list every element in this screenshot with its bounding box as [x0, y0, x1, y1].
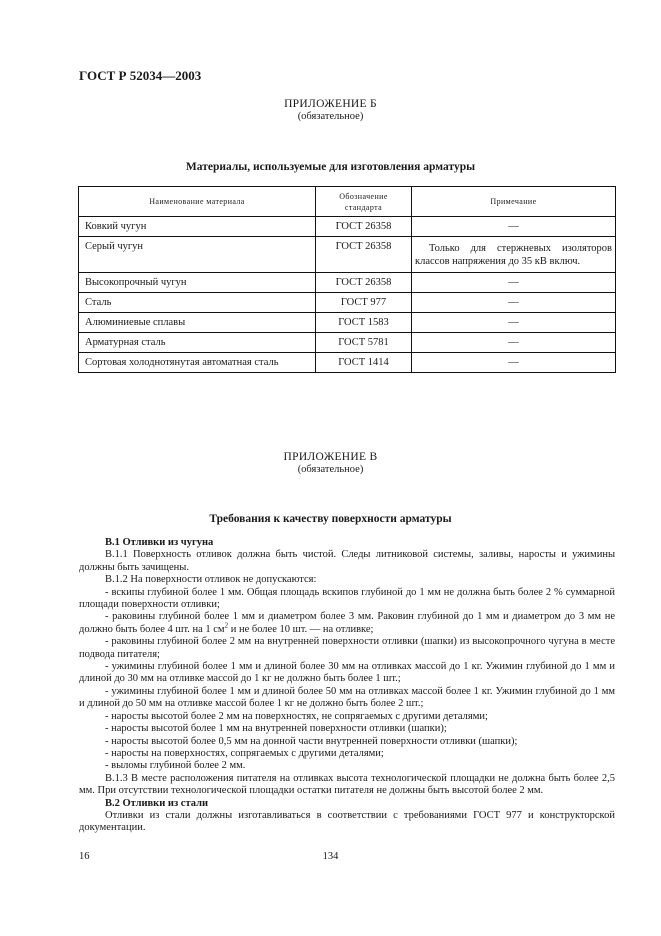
superscript: 2 [224, 621, 229, 630]
defect-item: - наросты высотой более 2 мм на поверхностях, не сопрягаемых с другими деталями; [105, 710, 488, 722]
defect-item: - наросты высотой более 0,5 мм на донной части внутренней поверхности отливки (шапки); [105, 735, 518, 747]
clause-b1-2: В.1.2 На поверхности отливок не допускаются: [105, 574, 317, 586]
material-cell: Высокопрочный чугун [79, 273, 316, 293]
note-cell: — [412, 353, 616, 373]
clause-b1-3: В.1.3 В месте расположения питателя на отливках высота технологической площадки не должна быть более 2,5 мм. При отсутствии технологической площадки остатки питателя не должны быть высотой более 2 мм. [79, 772, 615, 797]
material-cell: Сортовая холоднотянутая автоматная сталь [79, 353, 316, 373]
standard-cell: ГОСТ 1414 [316, 353, 412, 373]
defect-item [79, 611, 615, 636]
clause-b2-text: Отливки из стали должны изготавливаться в соответствии с требованиями ГОСТ 977 и конструкторской документации. [79, 809, 615, 834]
defect-item-tail: и не более 10 шт. — на отливке; [228, 623, 374, 635]
requirements-body [79, 537, 615, 835]
material-cell: Алюминиевые сплавы [79, 313, 316, 333]
material-cell: Сталь [79, 293, 316, 313]
defect-item: - ужимины глубиной более 1 мм и длиной более 30 мм на отливках массой до 1 кг. Ужимин глубиной до 1 мм и длиной до 30 мм на отливке массой до 1 кг не должно быть более 1 шт.; [79, 661, 615, 685]
table-row [79, 293, 616, 313]
page-number: 16 [79, 851, 90, 862]
note-cell: — [412, 293, 616, 313]
material-cell: Ковкий чугун [79, 217, 316, 237]
table-row [79, 273, 616, 293]
table-row [79, 353, 616, 373]
standard-cell: ГОСТ 5781 [316, 333, 412, 353]
defect-item: - ужимины глубиной более 1 мм и длиной более 50 мм на отливках массой более 1 кг. Ужимин глубиной до 1 мм и длиной до 50 мм на отливке массой более 1 кг не должно быть более 2 шт.; [79, 685, 615, 710]
defect-item: - выломы глубиной более 2 мм. [105, 760, 246, 772]
column-header-standard-text: Обозначение стандарта [339, 191, 388, 212]
table-row [79, 313, 616, 333]
note-cell: — [412, 273, 616, 293]
appendix-b-title: ПРИЛОЖЕНИЕ Б [284, 98, 377, 110]
defect-item-text: - раковины глубиной более 1 мм и диаметром более 3 мм. Раковин глубиной до 1 мм и диаметром до 3 мм не должно быть более 4 шт. на 1 см [79, 611, 615, 635]
column-header-standard [316, 187, 412, 217]
appendix-v-status: (обязательное) [297, 464, 364, 475]
materials-table [78, 186, 616, 373]
column-header-note: Примечание [412, 187, 616, 217]
surface-requirements-title: Требования к качеству поверхности арматуры [209, 513, 452, 525]
sheet-number: 134 [322, 851, 339, 862]
note-cell: — [412, 313, 616, 333]
section-b1-heading: В.1 Отливки из чугуна [105, 537, 214, 548]
defect-item: - наросты на поверхностях, сопрягаемых с другими деталями; [105, 747, 384, 759]
note-cell [412, 237, 616, 273]
table-row [79, 217, 616, 237]
material-cell: Арматурная сталь [79, 333, 316, 353]
section-b2-heading: В.2 Отливки из стали [105, 797, 209, 809]
materials-table-title: Материалы, используемые для изготовления арматуры [185, 161, 476, 173]
table-row [79, 333, 616, 353]
note-cell: — [412, 333, 616, 353]
note-cell: — [412, 217, 616, 237]
document-code: ГОСТ Р 52034—2003 [79, 68, 202, 83]
appendix-v-title: ПРИЛОЖЕНИЕ В [283, 451, 378, 463]
material-cell: Серый чугун [79, 237, 316, 273]
standard-cell: ГОСТ 26358 [316, 217, 412, 237]
standard-cell: ГОСТ 1583 [316, 313, 412, 333]
defect-item: - вскипы глубиной более 1 мм. Общая площадь вскипов глубиной до 1 мм не должна быть более 2 % суммарной площади поверхности отливки; [79, 586, 615, 611]
clause-b1-1: В.1.1 Поверхность отливок должна быть чистой. Следы литниковой системы, заливы, наросты и ужимины должны быть зачищены. [79, 549, 615, 573]
column-header-material: Наименование материала [79, 187, 316, 217]
defect-item: - раковины глубиной более 2 мм на внутренней поверхности отливки (шапки) из высокопрочного чугуна в месте подвода питателя; [79, 636, 615, 660]
note-text: Только для стержневых изоляторов классов напряжения до 35 кВ включ. [415, 242, 612, 267]
standard-cell: ГОСТ 977 [316, 293, 412, 313]
table-header-row [79, 187, 616, 217]
table-row [79, 237, 616, 273]
defect-item: - наросты высотой более 1 мм на внутренней поверхности отливки (шапки); [105, 723, 447, 735]
appendix-b-status: (обязательное) [297, 111, 364, 122]
standard-cell: ГОСТ 26358 [316, 273, 412, 293]
standard-cell: ГОСТ 26358 [316, 237, 412, 273]
